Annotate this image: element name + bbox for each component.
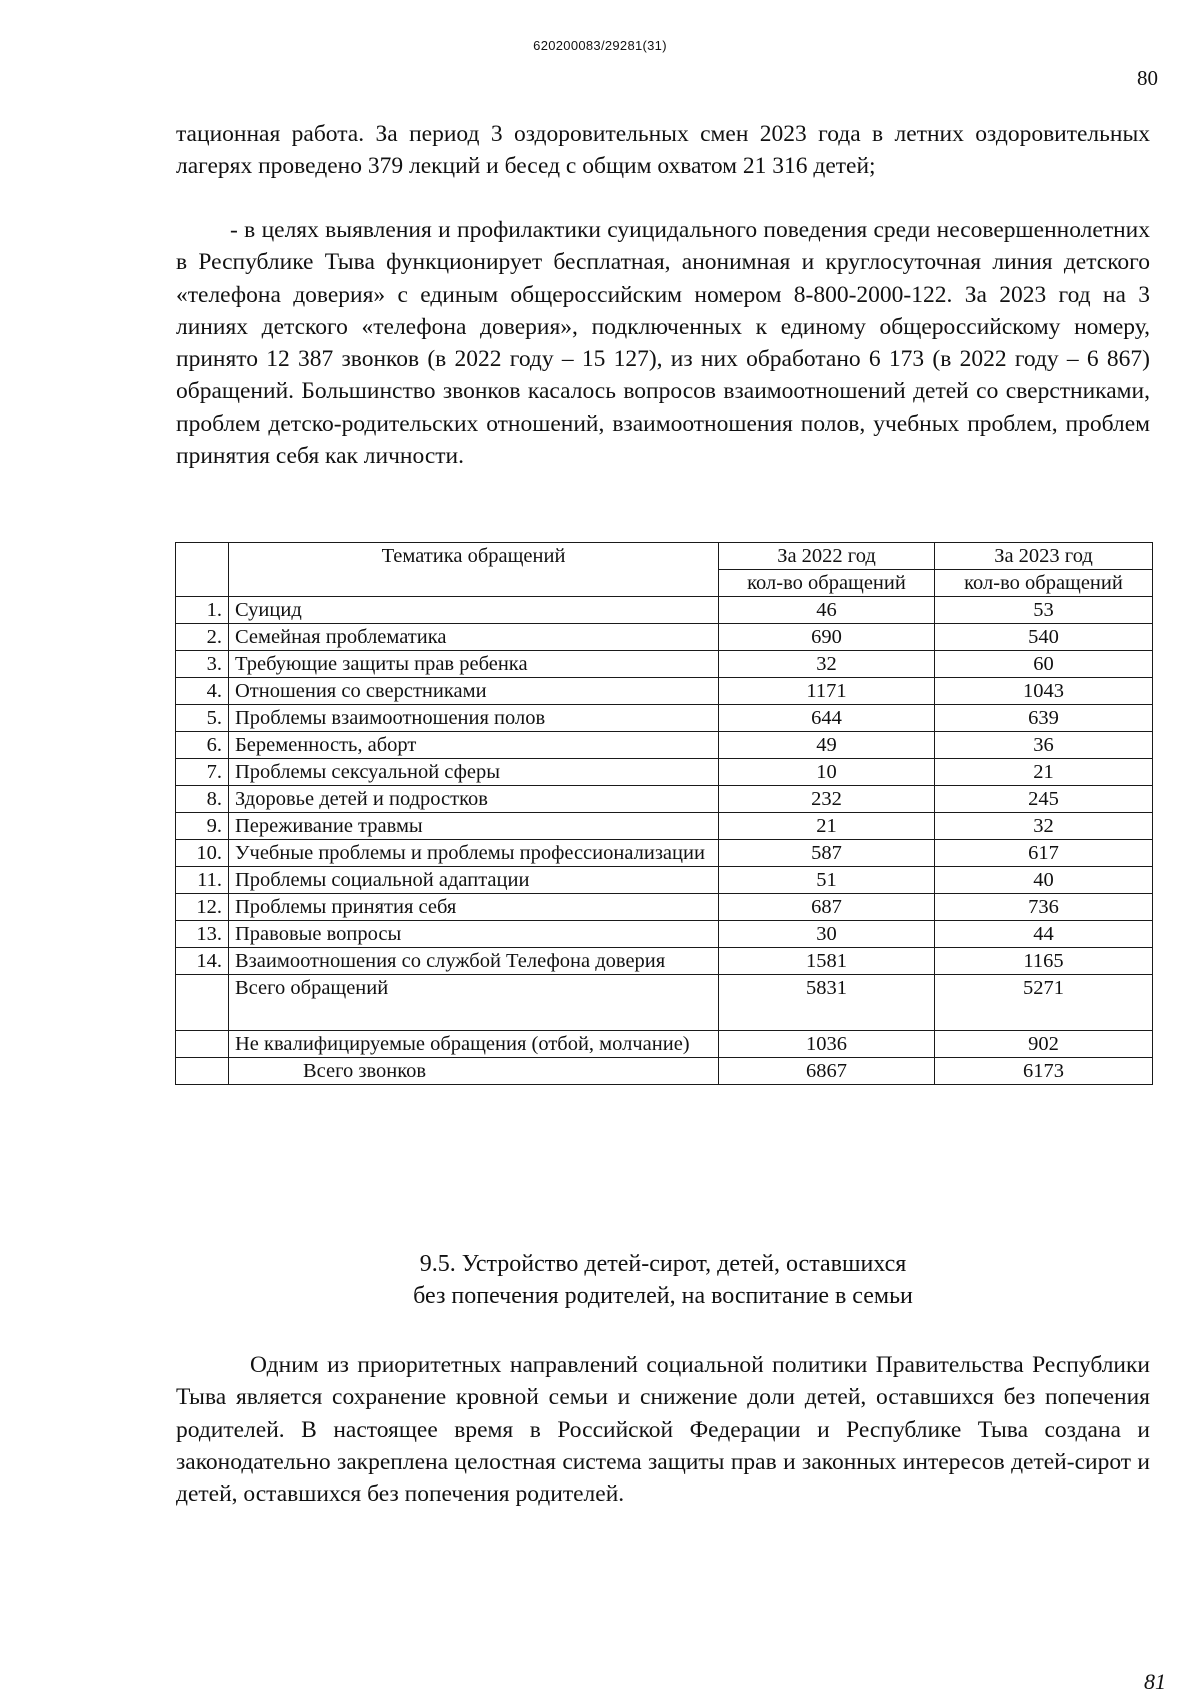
handwritten-page-mark: 81 bbox=[1144, 1669, 1166, 1694]
section-heading-line-2: без попечения родителей, на воспитание в семьи bbox=[413, 1283, 913, 1309]
unqualified-number-cell bbox=[176, 1031, 229, 1058]
row-value-2022: 21 bbox=[719, 813, 935, 840]
row-number: 14. bbox=[176, 948, 229, 975]
total-calls-label: Всего звонков bbox=[229, 1058, 719, 1085]
unqualified-row bbox=[176, 1031, 1153, 1058]
row-number: 11. bbox=[176, 867, 229, 894]
row-number: 2. bbox=[176, 624, 229, 651]
row-value-2022: 46 bbox=[719, 597, 935, 624]
row-value-2022: 10 bbox=[719, 759, 935, 786]
row-topic: Проблемы социальной адаптации bbox=[229, 867, 719, 894]
row-value-2023: 617 bbox=[935, 840, 1153, 867]
row-number: 4. bbox=[176, 678, 229, 705]
table-row bbox=[176, 840, 1153, 867]
row-topic: Семейная проблематика bbox=[229, 624, 719, 651]
row-value-2023: 60 bbox=[935, 651, 1153, 678]
page-number: 80 bbox=[1137, 66, 1158, 90]
row-value-2022: 51 bbox=[719, 867, 935, 894]
row-value-2023: 32 bbox=[935, 813, 1153, 840]
unqualified-2023: 902 bbox=[935, 1031, 1153, 1058]
row-topic: Здоровье детей и подростков bbox=[229, 786, 719, 813]
table-row bbox=[176, 948, 1153, 975]
row-value-2022: 49 bbox=[719, 732, 935, 759]
row-topic: Беременность, аборт bbox=[229, 732, 719, 759]
row-number: 5. bbox=[176, 705, 229, 732]
requests-table bbox=[175, 542, 1153, 1085]
paragraph-helpline: - в целях выявления и профилактики суицидального поведения среди несовершеннолетних в Республике Тыва функционирует бесплатная, анонимная и круглосуточная линия детского «телефона доверия» с единым общероссийским номером 8-800-2000-122. За 2023 год на 3 линиях детского «телефона доверия», подключенных к единому общероссийскому номеру, принято 12 387 звонков (в 2022 году – 15 127), из них обработано 6 173 (в 2022 году – 6 867) обращений. Большинство звонков касалось вопросов взаимоотношений детей со сверстниками, проблем детско-родительских отношений, взаимоотношения полов, учебных проблем, проблем принятия себя как личности. bbox=[176, 217, 1150, 470]
row-topic: Проблемы принятия себя bbox=[229, 894, 719, 921]
row-topic: Правовые вопросы bbox=[229, 921, 719, 948]
unqualified-2022: 1036 bbox=[719, 1031, 935, 1058]
total-calls-row bbox=[176, 1058, 1153, 1085]
table-row bbox=[176, 894, 1153, 921]
total-calls-2022: 6867 bbox=[719, 1058, 935, 1085]
row-number: 10. bbox=[176, 840, 229, 867]
header-topic: Тематика обращений bbox=[229, 543, 719, 597]
table-row bbox=[176, 651, 1153, 678]
row-value-2023: 540 bbox=[935, 624, 1153, 651]
subheader-2023: кол-во обращений bbox=[935, 570, 1153, 597]
row-topic: Отношения со сверстниками bbox=[229, 678, 719, 705]
row-value-2023: 40 bbox=[935, 867, 1153, 894]
row-value-2022: 1171 bbox=[719, 678, 935, 705]
row-value-2022: 687 bbox=[719, 894, 935, 921]
table-header-row bbox=[176, 543, 1153, 570]
row-number: 12. bbox=[176, 894, 229, 921]
row-value-2023: 736 bbox=[935, 894, 1153, 921]
row-value-2023: 245 bbox=[935, 786, 1153, 813]
table-row bbox=[176, 867, 1153, 894]
row-topic: Требующие защиты прав ребенка bbox=[229, 651, 719, 678]
total-requests-2023: 5271 bbox=[935, 975, 1153, 1031]
row-number: 7. bbox=[176, 759, 229, 786]
table-row bbox=[176, 921, 1153, 948]
row-value-2023: 44 bbox=[935, 921, 1153, 948]
row-number: 9. bbox=[176, 813, 229, 840]
table-row bbox=[176, 597, 1153, 624]
table-row bbox=[176, 705, 1153, 732]
table-row bbox=[176, 624, 1153, 651]
row-topic: Суицид bbox=[229, 597, 719, 624]
header-year-2023: За 2023 год bbox=[935, 543, 1153, 570]
row-topic: Проблемы сексуальной сферы bbox=[229, 759, 719, 786]
total-calls-2023: 6173 bbox=[935, 1058, 1153, 1085]
row-value-2022: 690 bbox=[719, 624, 935, 651]
row-value-2022: 587 bbox=[719, 840, 935, 867]
total-requests-2022: 5831 bbox=[719, 975, 935, 1031]
row-number: 13. bbox=[176, 921, 229, 948]
section-heading bbox=[176, 1248, 1150, 1312]
row-value-2023: 36 bbox=[935, 732, 1153, 759]
row-value-2022: 232 bbox=[719, 786, 935, 813]
row-value-2022: 30 bbox=[719, 921, 935, 948]
row-value-2022: 1581 bbox=[719, 948, 935, 975]
row-number: 6. bbox=[176, 732, 229, 759]
row-number: 3. bbox=[176, 651, 229, 678]
row-value-2022: 32 bbox=[719, 651, 935, 678]
row-value-2023: 639 bbox=[935, 705, 1153, 732]
document-number: 620200083/29281(31) bbox=[533, 38, 667, 53]
row-value-2023: 1165 bbox=[935, 948, 1153, 975]
total-calls-number-cell bbox=[176, 1058, 229, 1085]
total-requests-label: Всего обращений bbox=[229, 975, 719, 1031]
table-row bbox=[176, 759, 1153, 786]
header-year-2022: За 2022 год bbox=[719, 543, 935, 570]
row-topic: Переживание травмы bbox=[229, 813, 719, 840]
table-row bbox=[176, 786, 1153, 813]
row-topic: Проблемы взаимоотношения полов bbox=[229, 705, 719, 732]
row-number: 1. bbox=[176, 597, 229, 624]
row-topic: Взаимоотношения со службой Телефона доверия bbox=[229, 948, 719, 975]
table-row bbox=[176, 678, 1153, 705]
row-value-2022: 644 bbox=[719, 705, 935, 732]
section-heading-line-1: 9.5. Устройство детей-сирот, детей, оставшихся bbox=[419, 1251, 907, 1277]
header-number-cell bbox=[176, 543, 229, 597]
subheader-2022: кол-во обращений bbox=[719, 570, 935, 597]
row-topic: Учебные проблемы и проблемы профессионализации bbox=[229, 840, 719, 867]
row-value-2023: 21 bbox=[935, 759, 1153, 786]
row-value-2023: 1043 bbox=[935, 678, 1153, 705]
row-value-2023: 53 bbox=[935, 597, 1153, 624]
paragraph-orphans: Одним из приоритетных направлений социальной политики Правительства Республики Тыва является сохранение кровной семьи и снижение доли детей, оставшихся без попечения родителей. В настоящее время в Российской Федерации и Республике Тыва создана и законодательно закреплена целостная система защиты прав и законных интересов детей-сирот и детей, оставшихся без попечения родителей. bbox=[176, 1352, 1150, 1508]
total-requests-row bbox=[176, 975, 1153, 1031]
total-requests-number-cell bbox=[176, 975, 229, 1031]
table-row bbox=[176, 813, 1153, 840]
unqualified-label: Не квалифицируемые обращения (отбой, молчание) bbox=[229, 1031, 719, 1058]
table-row bbox=[176, 732, 1153, 759]
row-number: 8. bbox=[176, 786, 229, 813]
paragraph-intro: тационная работа. За период 3 оздоровительных смен 2023 года в летних оздоровительных лагерях проведено 379 лекций и бесед с общим охватом 21 316 детей; bbox=[176, 121, 1150, 180]
